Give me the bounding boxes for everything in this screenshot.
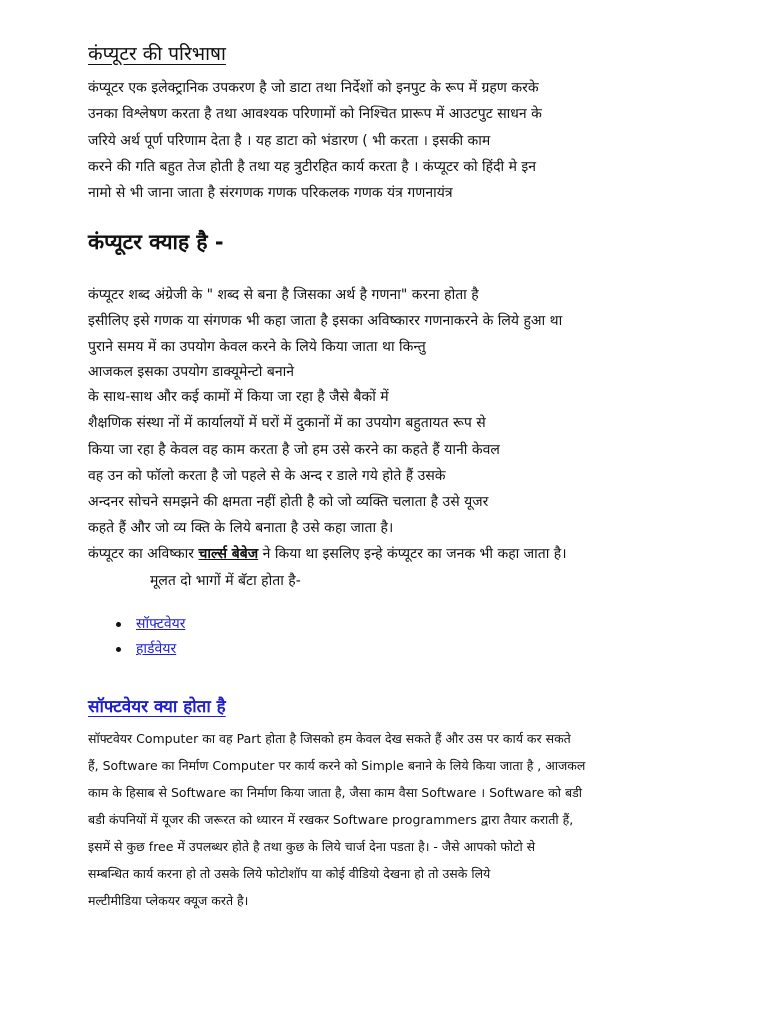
paragraph-line: काम के हिसाब से Software का निर्माण किया जाता है, जैसा काम वैसा Software । Software को बडी	[88, 785, 583, 800]
section-heading-software[interactable]: सॉफ्टवेयर क्या होता है	[88, 697, 226, 717]
paragraph-line: नामो से भी जाना जाता है संरगणक गणक परिकलक गणक यंत्र गणनायंत्र	[88, 185, 453, 201]
paragraph-line: कहते हैं और जो व्य क्ति के लिये बनाता है उसे कहा जाता है।	[88, 520, 394, 536]
paragraph-line: पुराने समय में का उपयोग केवल करने के लिये किया जाता था किन्तु	[88, 339, 426, 355]
paragraph-line: वह उन को फॉलो करता है जो पहले से के अन्द र डाले गये होते हैं उसके	[88, 468, 446, 484]
paragraph-line: करने की गति बहुत तेज होती है तथा यह त्रुटीरहित कार्य करता है । कंप्यूटर को हिंदी मे इन	[88, 159, 537, 175]
paragraph-line: के साथ-साथ और कई कामों में किया जा रहा है जैसे बैकों में	[88, 389, 389, 405]
bullet-icon	[116, 647, 121, 652]
paragraph-line: आजकल इसका उपयोग डाक्यूमेन्टो बनाने	[88, 364, 295, 380]
section-heading-definition: कंप्यूटर की परिभाषा	[88, 43, 226, 65]
paragraph-line: जरिये अर्थ पूर्ण परिणाम देता है । यह डाटा को भंडारण ( भी करता । इसकी काम	[88, 133, 491, 149]
paragraph-line: बडी कंपनियों में यूजर की जरूरत को ध्यारन में रखकर Software programmers द्वारा तैयार कराती हैं,	[88, 812, 574, 827]
section-heading-what-is: कंप्यूटर क्याह है -	[88, 230, 224, 254]
paragraph-line: इसमें से कुछ free में उपलब्धर होते है तथा कुछ के लिये चार्ज देना पडता है। - जैसे आपको फोटो से	[88, 839, 536, 854]
paragraph-line: सॉफ्टवेयर Computer का वह Part होता है जिसको हम केवल देख सकते हैं और उस पर कार्य कर सकते	[88, 731, 571, 746]
hardware-link[interactable]: हार्डवेयर	[136, 641, 177, 657]
paragraph-line: इसीलिए इसे गणक या संगणक भी कहा जाता है इसका अविष्कारर गणनाकरने के लिये हुआ था	[88, 313, 563, 329]
parts-line: मूलत दो भागों में बॅटा होता है-	[150, 573, 301, 589]
software-link[interactable]: सॉफ्टवेयर	[136, 616, 186, 632]
paragraph-line: शैक्षणिक संस्था नों में कार्यालयों में घरों में दुकानों में का उपयोग बहुतायत रूप से	[88, 415, 486, 431]
paragraph-line: किया जा रहा है केवल वह काम करता है जो हम उसे करने का कहते हैं यानी केवल	[88, 442, 500, 458]
inventor-suffix: ने किया था इसलिए इन्हे कंप्यूटर का जनक भी कहा जाता है।	[258, 546, 567, 562]
inventor-prefix: कंप्यूटर का अविष्कार	[88, 546, 199, 562]
paragraph-line: मल्टीमीडिया प्लेकयर क्यूज करते है।	[88, 893, 249, 908]
paragraph-line: उनका विश्लेषण करता है तथा आवश्यक परिणामों को निश्चित प्रारूप में आउटपुट साधन के	[88, 106, 542, 122]
bullet-icon	[116, 622, 121, 627]
paragraph-line: अन्दनर सोचने समझने की क्षमता नहीं होती है को जो व्यक्ति चलाता है उसे यूजर	[88, 494, 489, 510]
paragraph-line: कंप्यूटर एक इलेक्ट्रानिक उपकरण है जो डाटा तथा निर्देशों को इनपुट के रूप में ग्रहण करके	[88, 80, 539, 96]
paragraph-line: सम्बन्धित कार्य करना हो तो उसके लिये फोटोशॉप या कोई वीडियो देखना हो तो उसके लिये	[88, 866, 491, 881]
paragraph-line: कंप्यूटर शब्द अंग्रेजी के " शब्द से बना है जिसका अर्थ है गणना" करना होता है	[88, 287, 479, 303]
inventor-name-link[interactable]: चार्ल्स बेबेज	[198, 546, 259, 562]
paragraph-line: हैं, Software का निर्माण Computer पर कार्य करने को Simple बनाने के लिये किया जाता है , आजकल	[88, 758, 586, 773]
inventor-line	[88, 544, 567, 564]
